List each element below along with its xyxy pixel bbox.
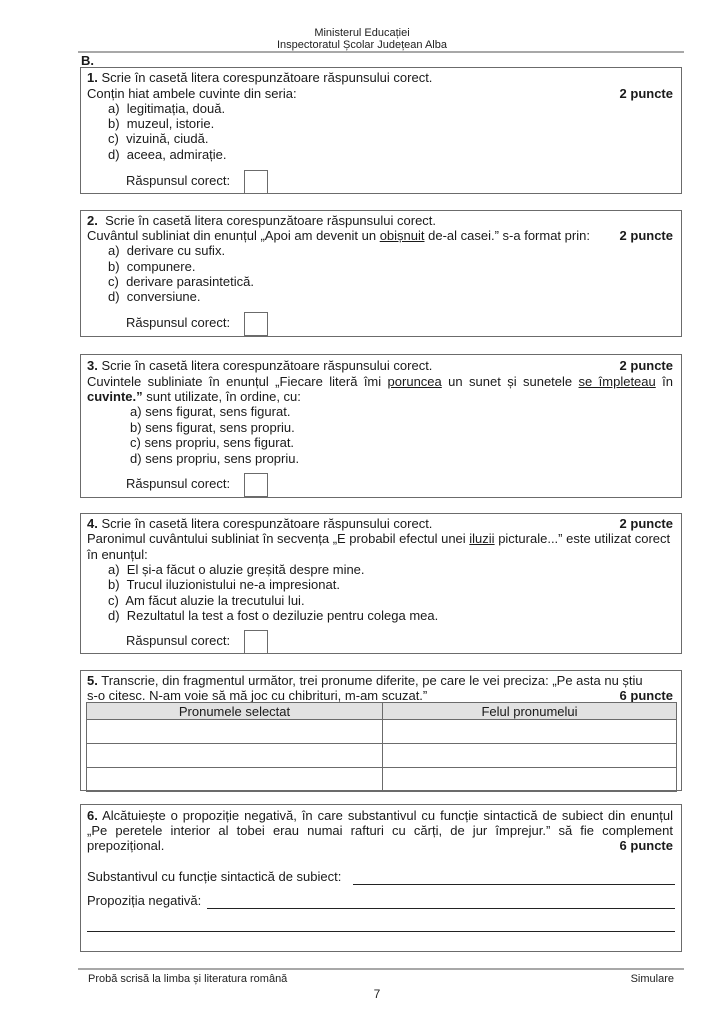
question-2-prompt: Cuvântul subliniat din enunțul „Apoi am devenit un obișnuit de-al casei.” s-a format prin: xyxy=(87,228,590,243)
question-3-prompt-line2: cuvinte.” sunt utilizate, în ordine, cu: xyxy=(87,389,301,404)
pronoun-type-cell[interactable] xyxy=(383,768,677,792)
question-3-instruction: 3. Scrie în casetă litera corespunzătoare răspunsului corect. xyxy=(87,358,433,373)
pronoun-table xyxy=(86,702,677,792)
footer-simulation-label: Simulare xyxy=(630,973,674,985)
header-ministry: Ministerul Educației xyxy=(314,27,410,39)
question-1-points: 2 puncte xyxy=(619,86,673,101)
footer-divider xyxy=(78,968,684,970)
question-4-number: 4. xyxy=(87,516,98,531)
subject-noun-label: Substantivul cu funcție sintactică de subiect: xyxy=(87,869,342,884)
question-3-option-d: d) sens propriu, sens propriu. xyxy=(130,451,300,466)
question-1-option-a: a) legitimația, două. xyxy=(108,101,226,116)
question-5 xyxy=(80,670,682,791)
question-4-points: 2 puncte xyxy=(619,516,673,531)
question-3 xyxy=(80,354,682,498)
question-1-answer-box[interactable] xyxy=(244,170,268,194)
question-3-option-b: b) sens figurat, sens propriu. xyxy=(130,420,295,435)
subject-noun-underline xyxy=(353,884,675,885)
table-row xyxy=(87,768,677,792)
question-3-number: 3. xyxy=(87,358,98,373)
question-2-option-d: d) conversiune. xyxy=(108,289,201,304)
question-1-option-b: b) muzeul, istorie. xyxy=(108,116,215,131)
question-3-answer-label: Răspunsul corect: xyxy=(126,476,231,491)
table-row xyxy=(87,744,677,768)
negative-sentence-continuation-field[interactable] xyxy=(87,916,673,931)
question-2-points: 2 puncte xyxy=(619,228,673,243)
question-2-option-a: a) derivare cu sufix. xyxy=(108,243,226,258)
question-5-prompt-line2: s-o citesc. N-am voie să mă joc cu chibrituri, m-am scuzat.” xyxy=(87,688,428,703)
question-4-prompt-line2: în enunțul: xyxy=(87,547,148,562)
underlined-word: iluzii xyxy=(469,531,495,546)
question-5-prompt-line1: 5. Transcrie, din fragmentul următor, trei pronume diferite, pe care le vei preciza: „Pe asta nu știu xyxy=(87,673,643,688)
question-4-option-a: a) El și-a făcut o aluzie greșită despre mine. xyxy=(108,562,365,577)
question-2-number: 2. xyxy=(87,213,98,228)
section-label: B. xyxy=(81,53,94,68)
footer-exam-title: Probă scrisă la limba și literatura română xyxy=(88,973,288,985)
column-header-selected-pronoun: Pronumele selectat xyxy=(87,703,383,720)
subject-noun-field[interactable] xyxy=(353,869,673,884)
question-5-number: 5. xyxy=(87,673,98,688)
question-2-option-c: c) derivare parasintetică. xyxy=(108,274,254,289)
question-4-prompt-line1: Paronimul cuvântului subliniat în secvența „E probabil efectul unei iluzii picturale...” este utilizat corect xyxy=(87,531,671,546)
question-2-answer-box[interactable] xyxy=(244,312,268,336)
question-4-option-c: c) Am făcut aluzie la trecutului lui. xyxy=(108,593,305,608)
question-1-instruction: 1. Scrie în casetă litera corespunzătoare răspunsului corect. xyxy=(87,70,433,85)
underlined-word-1: poruncea xyxy=(387,374,442,389)
question-2-option-b: b) compunere. xyxy=(108,259,196,274)
question-1-option-c: c) vizuină, ciudă. xyxy=(108,131,209,146)
negative-sentence-field[interactable] xyxy=(207,893,673,908)
pronoun-cell[interactable] xyxy=(87,768,383,792)
question-3-option-c: c) sens propriu, sens figurat. xyxy=(130,435,295,450)
question-5-points: 6 puncte xyxy=(619,688,673,703)
underlined-word-2: se împleteau xyxy=(578,374,656,389)
question-6-prompt-line3: prepozițional. xyxy=(87,838,165,853)
question-6-number: 6. xyxy=(87,808,98,823)
question-1-option-d: d) aceea, admirație. xyxy=(108,147,227,162)
question-1-answer-label: Răspunsul corect: xyxy=(126,173,231,188)
pronoun-cell[interactable] xyxy=(87,720,383,744)
question-1-prompt: Conțin hiat ambele cuvinte din seria: xyxy=(87,86,297,101)
question-4 xyxy=(80,513,682,654)
question-1 xyxy=(80,67,682,194)
pronoun-type-cell[interactable] xyxy=(383,744,677,768)
question-3-points: 2 puncte xyxy=(619,358,673,373)
question-3-option-a: a) sens figurat, sens figurat. xyxy=(130,404,291,419)
question-4-option-d: d) Rezultatul la test a fost o deziluzie pentru colega mea. xyxy=(108,608,439,623)
page-number: 7 xyxy=(373,987,381,1001)
negative-sentence-underline xyxy=(207,908,675,909)
question-6-prompt-line1: 6. Alcătuiește o propoziție negativă, în care substantivul cu funcție sintactică de subiect din enunțul xyxy=(87,808,673,823)
question-2-instruction: 2. Scrie în casetă litera corespunzătoare răspunsului corect. xyxy=(87,213,437,228)
question-4-option-b: b) Trucul iluzionistului ne-a impresionat. xyxy=(108,577,340,592)
negative-sentence-continuation-underline xyxy=(87,931,675,932)
question-6-points: 6 puncte xyxy=(619,838,673,853)
underlined-word: obișnuit xyxy=(379,228,425,243)
header-divider xyxy=(78,51,684,53)
pronoun-cell[interactable] xyxy=(87,744,383,768)
question-6-prompt-line2: „Pe peretele interior al tobei erau numai rafturi cu cărți, de jur împrejur.” să fie complement xyxy=(87,823,673,838)
pronoun-type-cell[interactable] xyxy=(383,720,677,744)
question-4-instruction: 4. Scrie în casetă litera corespunzătoare răspunsului corect. xyxy=(87,516,433,531)
question-6 xyxy=(80,804,682,952)
question-3-prompt-line1: Cuvintele subliniate în enunțul „Fiecare literă îmi poruncea un sunet și sunetele se împleteau în xyxy=(87,374,673,389)
table-row xyxy=(87,720,677,744)
column-header-pronoun-type: Felul pronumelui xyxy=(383,703,677,720)
question-3-answer-box[interactable] xyxy=(244,473,268,497)
question-4-answer-label: Răspunsul corect: xyxy=(126,633,231,648)
header-inspectorate: Inspectoratul Școlar Județean Alba xyxy=(276,39,447,51)
question-2 xyxy=(80,210,682,337)
question-1-number: 1. xyxy=(87,70,98,85)
question-4-answer-box[interactable] xyxy=(244,630,268,654)
question-2-answer-label: Răspunsul corect: xyxy=(126,315,231,330)
negative-sentence-label: Propoziția negativă: xyxy=(87,893,202,908)
